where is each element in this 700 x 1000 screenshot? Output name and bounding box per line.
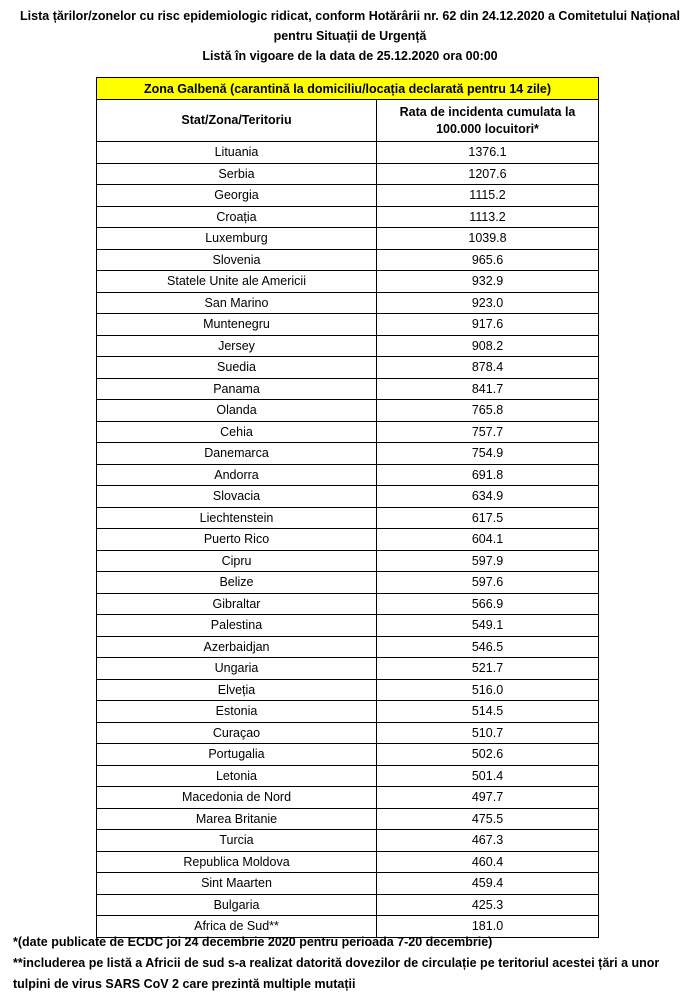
incidence-cell: 566.9 bbox=[377, 593, 599, 615]
country-cell: Belize bbox=[97, 572, 377, 594]
incidence-cell: 475.5 bbox=[377, 808, 599, 830]
country-cell: Estonia bbox=[97, 701, 377, 723]
incidence-cell: 878.4 bbox=[377, 357, 599, 379]
table-row bbox=[97, 271, 599, 293]
table-row bbox=[97, 529, 599, 551]
header-title-line-1: Lista țărilor/zonelor cu risc epidemiologic ridicat, conform Hotărârii nr. 62 din 24.12.2020 a Comitetului Național bbox=[20, 9, 680, 23]
incidence-cell: 617.5 bbox=[377, 507, 599, 529]
table-row bbox=[97, 443, 599, 465]
incidence-cell: 497.7 bbox=[377, 787, 599, 809]
table-row bbox=[97, 615, 599, 637]
table-row bbox=[97, 400, 599, 422]
table-row bbox=[97, 486, 599, 508]
footnote-ecdc-source: *(date publicate de ECDC joi 24 decembrie 2020 pentru perioada 7-20 decembrie) bbox=[13, 935, 493, 949]
table-row bbox=[97, 249, 599, 271]
incidence-cell: 1115.2 bbox=[377, 185, 599, 207]
country-cell: Liechtenstein bbox=[97, 507, 377, 529]
header-validity-line: Listă în vigoare de la data de 25.12.2020 ora 00:00 bbox=[202, 49, 498, 63]
table-row bbox=[97, 378, 599, 400]
country-cell: Macedonia de Nord bbox=[97, 787, 377, 809]
table-row bbox=[97, 335, 599, 357]
incidence-cell: 841.7 bbox=[377, 378, 599, 400]
country-cell: Lituania bbox=[97, 142, 377, 164]
country-cell: Panama bbox=[97, 378, 377, 400]
table-row bbox=[97, 830, 599, 852]
header-title-line-2: pentru Situații de Urgență bbox=[273, 29, 427, 43]
incidence-cell: 459.4 bbox=[377, 873, 599, 895]
incidence-cell: 467.3 bbox=[377, 830, 599, 852]
incidence-cell: 181.0 bbox=[377, 916, 599, 938]
footnotes bbox=[13, 932, 693, 995]
table-row bbox=[97, 357, 599, 379]
country-cell: Gibraltar bbox=[97, 593, 377, 615]
table-row bbox=[97, 636, 599, 658]
incidence-cell: 908.2 bbox=[377, 335, 599, 357]
country-cell: Puerto Rico bbox=[97, 529, 377, 551]
incidence-cell: 923.0 bbox=[377, 292, 599, 314]
table-row bbox=[97, 722, 599, 744]
country-cell: Azerbaidjan bbox=[97, 636, 377, 658]
incidence-cell: 634.9 bbox=[377, 486, 599, 508]
table-row bbox=[97, 572, 599, 594]
incidence-cell: 597.6 bbox=[377, 572, 599, 594]
incidence-cell: 1207.6 bbox=[377, 163, 599, 185]
country-cell: Andorra bbox=[97, 464, 377, 486]
incidence-cell: 546.5 bbox=[377, 636, 599, 658]
incidence-cell: 757.7 bbox=[377, 421, 599, 443]
table-row bbox=[97, 314, 599, 336]
country-cell: Curaçao bbox=[97, 722, 377, 744]
table-row bbox=[97, 550, 599, 572]
country-cell: Sint Maarten bbox=[97, 873, 377, 895]
table-row bbox=[97, 292, 599, 314]
country-cell: Cehia bbox=[97, 421, 377, 443]
incidence-cell: 549.1 bbox=[377, 615, 599, 637]
country-cell: Ungaria bbox=[97, 658, 377, 680]
table-row bbox=[97, 787, 599, 809]
table-row bbox=[97, 851, 599, 873]
incidence-cell: 516.0 bbox=[377, 679, 599, 701]
country-cell: Slovenia bbox=[97, 249, 377, 271]
table-row bbox=[97, 593, 599, 615]
table-row bbox=[97, 507, 599, 529]
country-cell: Slovacia bbox=[97, 486, 377, 508]
table-row bbox=[97, 873, 599, 895]
country-cell: Olanda bbox=[97, 400, 377, 422]
country-cell: Africa de Sud** bbox=[97, 916, 377, 938]
table-row bbox=[97, 464, 599, 486]
incidence-cell: 691.8 bbox=[377, 464, 599, 486]
incidence-cell: 460.4 bbox=[377, 851, 599, 873]
incidence-cell: 1376.1 bbox=[377, 142, 599, 164]
country-cell: Republica Moldova bbox=[97, 851, 377, 873]
country-cell: Luxemburg bbox=[97, 228, 377, 250]
incidence-cell: 754.9 bbox=[377, 443, 599, 465]
column-header-row bbox=[97, 100, 599, 142]
table-row bbox=[97, 228, 599, 250]
incidence-cell: 521.7 bbox=[377, 658, 599, 680]
zone-heading-row bbox=[97, 78, 599, 100]
incidence-cell: 765.8 bbox=[377, 400, 599, 422]
table-row bbox=[97, 808, 599, 830]
incidence-column-header: Rata de incidenta cumulata la 100.000 locuitori* bbox=[377, 100, 599, 142]
footnote-south-africa: **includerea pe listă a Africii de sud s-a realizat datorită dovezilor de circulație pe teritoriul acestei țări a unor tulpini de virus SARS CoV 2 care prezintă multiple mutații bbox=[13, 956, 660, 991]
country-cell: Suedia bbox=[97, 357, 377, 379]
country-cell: Statele Unite ale Americii bbox=[97, 271, 377, 293]
country-cell: Bulgaria bbox=[97, 894, 377, 916]
incidence-cell: 597.9 bbox=[377, 550, 599, 572]
incidence-cell: 1039.8 bbox=[377, 228, 599, 250]
document-header bbox=[0, 6, 700, 66]
country-cell: Turcia bbox=[97, 830, 377, 852]
incidence-cell: 501.4 bbox=[377, 765, 599, 787]
incidence-cell: 604.1 bbox=[377, 529, 599, 551]
table-row bbox=[97, 658, 599, 680]
country-cell: Georgia bbox=[97, 185, 377, 207]
country-cell: Croația bbox=[97, 206, 377, 228]
country-cell: Serbia bbox=[97, 163, 377, 185]
table-row bbox=[97, 163, 599, 185]
table-row bbox=[97, 894, 599, 916]
incidence-cell: 514.5 bbox=[377, 701, 599, 723]
incidence-cell: 1113.2 bbox=[377, 206, 599, 228]
country-cell: Letonia bbox=[97, 765, 377, 787]
risk-zone-table bbox=[96, 77, 599, 938]
country-cell: Cipru bbox=[97, 550, 377, 572]
table-row bbox=[97, 701, 599, 723]
country-cell: Marea Britanie bbox=[97, 808, 377, 830]
country-cell: Portugalia bbox=[97, 744, 377, 766]
table-row bbox=[97, 185, 599, 207]
country-column-header: Stat/Zona/Teritoriu bbox=[97, 100, 377, 142]
country-cell: Jersey bbox=[97, 335, 377, 357]
table-row bbox=[97, 765, 599, 787]
country-cell: Muntenegru bbox=[97, 314, 377, 336]
incidence-cell: 502.6 bbox=[377, 744, 599, 766]
country-cell: Elveția bbox=[97, 679, 377, 701]
incidence-cell: 917.6 bbox=[377, 314, 599, 336]
incidence-cell: 510.7 bbox=[377, 722, 599, 744]
country-cell: Danemarca bbox=[97, 443, 377, 465]
country-cell: San Marino bbox=[97, 292, 377, 314]
incidence-cell: 965.6 bbox=[377, 249, 599, 271]
table-row bbox=[97, 421, 599, 443]
table-row bbox=[97, 679, 599, 701]
country-cell: Palestina bbox=[97, 615, 377, 637]
table-row bbox=[97, 744, 599, 766]
table-row bbox=[97, 206, 599, 228]
table-row bbox=[97, 142, 599, 164]
incidence-cell: 932.9 bbox=[377, 271, 599, 293]
incidence-cell: 425.3 bbox=[377, 894, 599, 916]
yellow-zone-label: Zona Galbenă (carantină la domiciliu/locația declarată pentru 14 zile) bbox=[97, 78, 599, 100]
